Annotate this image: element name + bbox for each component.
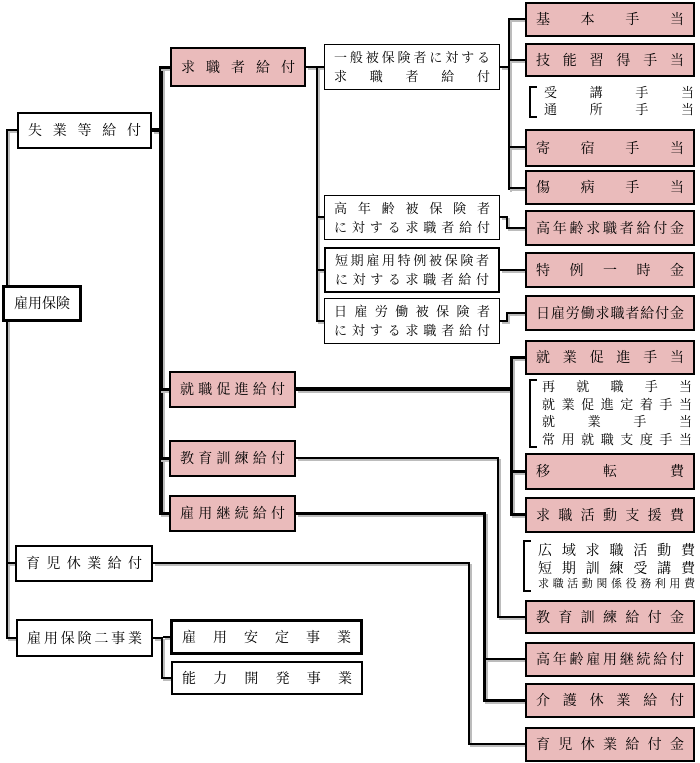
node-childcare-leave-benefits: 育児休業給付 [15, 545, 153, 582]
connector-line [513, 470, 525, 473]
node-education-training-benefits: 教育訓練給付 [169, 440, 296, 477]
connector-line [296, 512, 486, 515]
node-special-lump-sum: 特例一時金 [525, 252, 695, 288]
connector-line [510, 356, 513, 516]
connector-line [497, 616, 525, 618]
node-employment-continuation-benefits: 雇用継続給付 [169, 495, 296, 532]
connector-line [506, 312, 525, 314]
node-job-search-support-expenses: 求職活動支援費 [525, 497, 695, 533]
connector-line [316, 66, 318, 322]
connector-line [296, 457, 499, 459]
node-short-term-special-insured-jobseeker-benefits: 短期雇用特例被保険者 に対する求職者給付 [324, 247, 500, 293]
connector-line [497, 457, 499, 617]
connector-line [7, 129, 17, 131]
connector-line [513, 356, 525, 359]
connector-line [510, 513, 525, 516]
connector-line [159, 457, 169, 460]
node-elderly-insured-jobseeker-benefits: 高年齢被保険者 に対する求職者給付 [324, 195, 500, 240]
node-day-laborer-jobseeker-grant: 日雇労働求職者給付金 [525, 295, 695, 331]
connector-line [161, 677, 171, 679]
bracket-icon [529, 86, 537, 118]
connector-line [510, 59, 525, 61]
connector-line [6, 129, 8, 287]
connector-line [163, 636, 170, 638]
connector-line [468, 743, 525, 745]
connector-line [153, 562, 470, 564]
node-skill-development-service: 能力開発事業 [171, 661, 363, 695]
connector-line [6, 320, 8, 639]
group-training-allowances: 受講手当 通所手当 [544, 85, 694, 117]
connector-line [296, 387, 513, 391]
node-general-insured-jobseeker-benefits: 一般被保険者に対する 求職者給付 [324, 44, 500, 90]
node-employment-stability-service: 雇用安定事業 [170, 619, 363, 655]
node-basic-allowance: 基本手当 [525, 2, 695, 37]
node-elderly-jobseeker-grant: 高年齢求職者給付金 [525, 210, 695, 246]
group-employment-promotion-allowance-items: 再就職手当 就業促進定着手当 就業手当 常用就職支度手当 [542, 379, 692, 447]
connector-line [7, 562, 15, 564]
connector-line [468, 562, 470, 745]
bracket-icon [529, 379, 537, 448]
node-childcare-leave-grant: 育児休業給付金 [525, 727, 695, 762]
node-employment-insurance-two-services: 雇用保険二事業 [16, 619, 153, 657]
node-relocation-expenses: 移転費 [525, 453, 695, 490]
node-injury-sickness-allowance: 傷病手当 [525, 170, 695, 205]
connector-line [483, 699, 525, 702]
connector-line [506, 227, 525, 229]
node-employment-insurance: 雇用保険 [2, 285, 82, 322]
node-education-training-grant: 教育訓練給付金 [525, 600, 695, 634]
connector-line [500, 269, 525, 271]
group-job-search-support-items: 広域求職活動費 短期訓練受講費 求職活動関係役務利用費 [538, 541, 695, 590]
connector-line [510, 18, 525, 20]
connector-line [159, 66, 163, 515]
node-job-seeker-benefits: 求職者給付 [170, 47, 306, 87]
node-employment-promotion-benefits: 就職促進給付 [169, 371, 296, 408]
node-employment-promotion-allowance: 就業促進手当 [525, 340, 695, 375]
connector-line [161, 637, 163, 679]
node-elderly-employment-continuation-benefit: 高年齢雇用継続給付 [525, 642, 695, 677]
node-caregiver-leave-benefit: 介護休業給付 [525, 683, 695, 718]
connector-line [510, 146, 525, 148]
bracket-icon [523, 540, 531, 592]
connector-line [508, 187, 525, 189]
connector-line [316, 320, 324, 322]
node-unemployment-benefits: 失業等給付 [17, 112, 152, 149]
node-skill-acquisition-allowance: 技能習得手当 [525, 43, 695, 77]
connector-line [483, 512, 486, 702]
connector-line [486, 658, 525, 660]
connector-line [7, 637, 16, 639]
node-lodging-allowance: 寄宿手当 [525, 129, 695, 167]
connector-line [159, 388, 169, 391]
connector-line [508, 18, 510, 190]
connector-line [159, 66, 170, 69]
connector-line [159, 512, 169, 515]
node-day-laborer-insured-jobseeker-benefits: 日雇労働被保険者 に対する求職者給付 [324, 298, 500, 344]
